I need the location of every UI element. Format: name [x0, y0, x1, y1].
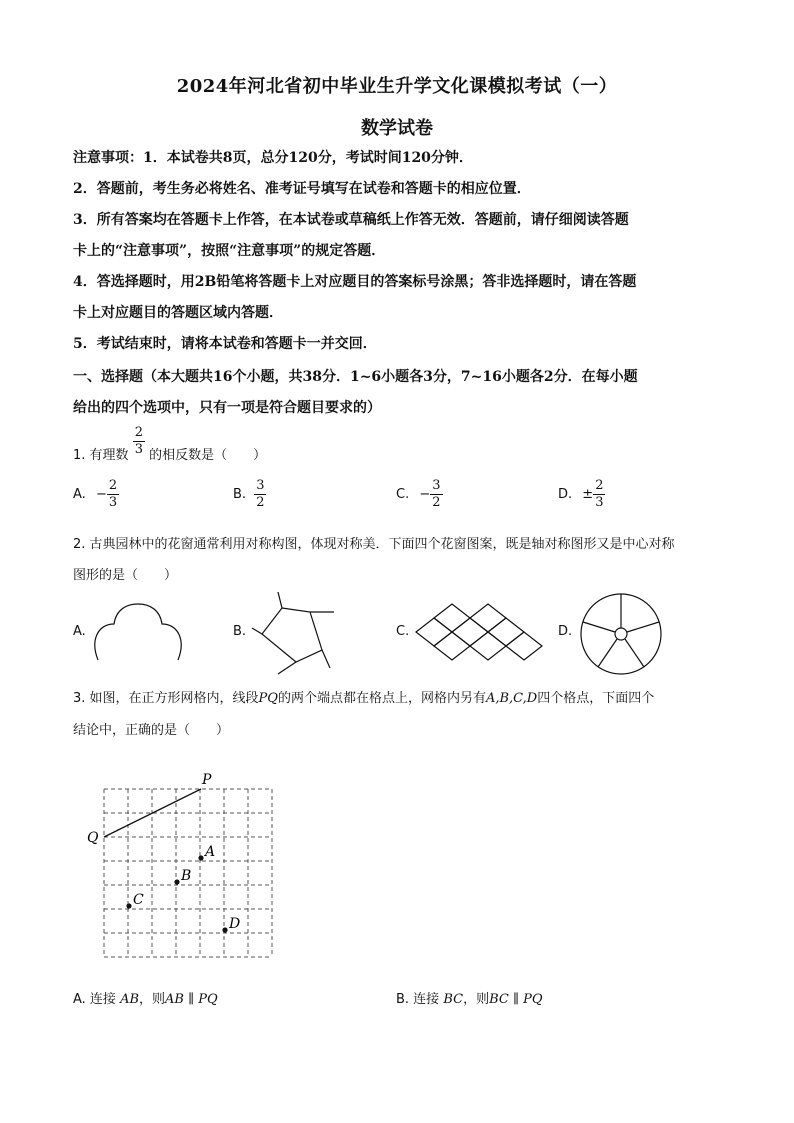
frac-num: 2 [108, 478, 118, 493]
option-label: B. [233, 487, 247, 502]
label-p: P [202, 772, 212, 788]
q3-text-b: 的两个端点都在格点上，网格内另有 [277, 691, 486, 706]
q2-option-d-label[interactable]: D. [558, 624, 573, 639]
option-fraction [254, 478, 266, 511]
frac-den: 2 [432, 495, 441, 510]
frac-num: 2 [595, 478, 604, 493]
option-sign: − [419, 487, 431, 502]
option-fraction [430, 478, 442, 511]
notice-5: 5．考试结束时，请将本试卷和答题卡一并交回． [73, 336, 377, 352]
frac-den: 2 [256, 495, 265, 510]
q1-fraction [133, 425, 145, 458]
option-relation: BC ∥ PQ [489, 992, 543, 1007]
point-b [174, 879, 179, 884]
q3-option-a[interactable] [73, 988, 218, 1007]
q3-stem-line2: 结论中，正确的是（ ） [73, 723, 230, 738]
label-c: C [133, 892, 144, 908]
q3-text-c: 四个格点，下面四个 [537, 691, 655, 706]
frac-den: 3 [595, 495, 604, 510]
option-label: A. [73, 487, 86, 502]
point-d [222, 927, 227, 932]
q2-stem-line1: 2. 古典园林中的花窗通常利用对称构图，体现对称美．下面四个花窗图案，既是轴对称图形又是中心对称 [73, 537, 675, 552]
option-segment: AB [120, 992, 140, 1007]
label-a: A [205, 844, 216, 860]
q3-grid-figure [84, 770, 284, 960]
q2-option-b-label[interactable]: B. [233, 624, 247, 639]
section-heading-line2: 给出的四个选项中，只有一项是符合题目要求的） [73, 400, 381, 416]
option-text: ，则 [463, 992, 490, 1007]
notice-4b: 卡上对应题目的答题区域内答题． [73, 305, 283, 321]
option-fraction [107, 478, 119, 511]
q2-option-a-label[interactable]: A. [73, 624, 86, 639]
q3-segment-pq: PQ [258, 691, 278, 706]
section-heading-line1: 一、选择题（本大题共16个小题，共38分．1~6小题各3分，7~16小题各2分．在每小题 [73, 369, 638, 385]
q1-frac-den: 3 [134, 442, 143, 457]
frac-num: 3 [432, 478, 441, 493]
page-subtitle: 数学试卷 [361, 118, 433, 139]
frac-num: 3 [256, 478, 265, 493]
option-label: C. [396, 487, 410, 502]
q3-option-b[interactable] [396, 988, 543, 1007]
option-text: ，则 [139, 992, 166, 1007]
option-text: A. 连接 [73, 992, 116, 1007]
notice-4a: 4．答选择题时，用2B铅笔将答题卡上对应题目的答案标号涂黑；答非选择题时，请在答题 [73, 274, 637, 290]
q2-figure-a [90, 600, 186, 664]
option-sign: − [95, 487, 107, 502]
page-title: 2024年河北省初中毕业生升学文化课模拟考试（一） [176, 76, 618, 97]
q3-text-a: 3. 如图，在正方形网格内，线段 [73, 691, 259, 706]
option-sign: ± [582, 487, 594, 502]
point-a [198, 855, 203, 860]
frac-den: 3 [108, 495, 118, 510]
q2-figure-b [250, 590, 340, 678]
notice-2: 2．答题前，考生务必将姓名、准考证号填写在试卷和答题卡的相应位置． [73, 181, 531, 197]
q2-option-c-label[interactable]: C. [396, 624, 410, 639]
q1-frac-num: 2 [134, 425, 143, 440]
q2-figure-c [414, 598, 544, 670]
option-fraction [593, 478, 605, 511]
notice-1: 注意事项：1．本试卷共8页，总分120分，考试时间120分钟． [73, 150, 473, 166]
q2-figure-d [576, 588, 666, 676]
notice-3a: 3．所有答案均在答题卡上作答，在本试卷或草稿纸上作答无效．答题前，请仔细阅读答题 [73, 212, 629, 228]
q1-stem [73, 425, 267, 463]
option-relation: AB ∥ PQ [165, 992, 218, 1007]
option-text: B. 连接 [396, 992, 440, 1007]
q1-option-c[interactable] [396, 478, 443, 511]
q1-suffix: 的相反数是（ ） [149, 448, 267, 463]
q3-stem-line1 [73, 684, 733, 714]
option-label: D. [558, 487, 573, 502]
q1-option-d[interactable] [558, 478, 605, 511]
option-segment: BC [443, 992, 464, 1007]
label-d: D [229, 916, 241, 932]
label-q: Q [87, 830, 99, 846]
q1-prefix: 1. 有理数 [73, 448, 129, 463]
q1-option-a[interactable] [73, 478, 119, 511]
point-c [126, 903, 131, 908]
label-b: B [181, 868, 192, 884]
q2-stem-line2: 图形的是（ ） [73, 568, 178, 583]
q3-points-list: A,B,C,D [485, 691, 538, 706]
q1-option-b[interactable] [233, 478, 266, 511]
notice-3b: 卡上的“注意事项”，按照“注意事项”的规定答题． [73, 243, 386, 259]
